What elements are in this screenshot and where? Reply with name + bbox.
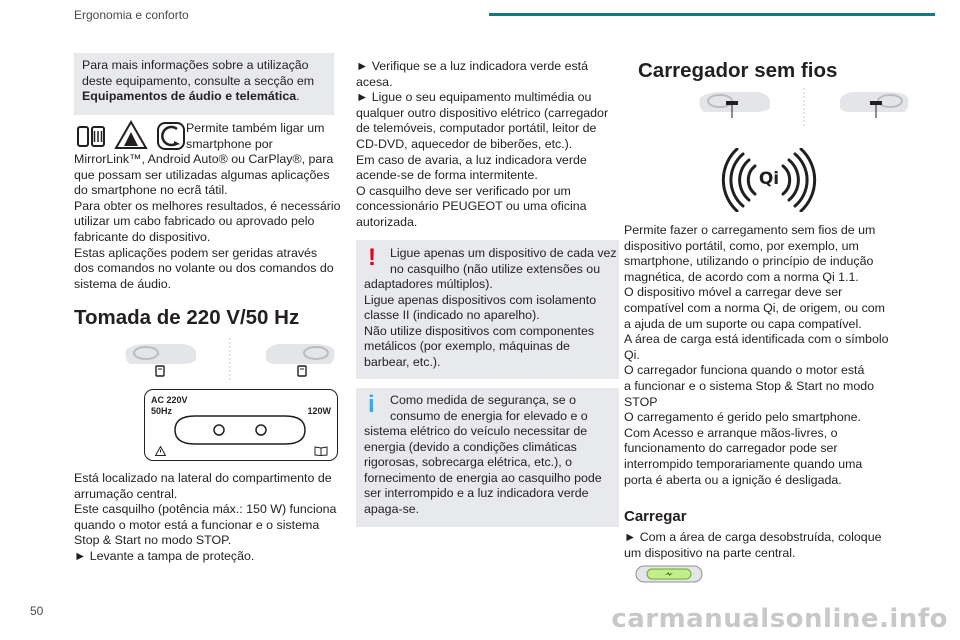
info-note-end: . bbox=[296, 89, 300, 104]
carplay-icon bbox=[156, 121, 186, 151]
warning-line: Ligue apenas um dispositivo de cada vez bbox=[390, 246, 617, 260]
mirror-line: do smartphone no ecrã tátil. bbox=[74, 183, 228, 198]
socket-description bbox=[74, 471, 342, 565]
charger-line: Qi. bbox=[624, 347, 640, 362]
charger-line: porta é aberta ou a ignição é desligada. bbox=[624, 472, 842, 487]
info-note-line: deste equipamento, consulte a secção em bbox=[82, 73, 315, 88]
mirror-line: Estas aplicações podem ser geridas através bbox=[74, 245, 318, 260]
safety-info-line: rigorosas, sobrecarga elétrica, etc.), o bbox=[364, 455, 572, 470]
wireless-charger-description bbox=[624, 223, 902, 488]
mirror-line: MirrorLink™, Android Auto® ou CarPlay®, para bbox=[74, 152, 334, 166]
charger-line: funcionamento do carregador pode ser bbox=[624, 441, 838, 456]
instruction-line: acende-se de forma intermitente. bbox=[356, 168, 538, 183]
safety-info-line: energia (devido a condições climáticas bbox=[364, 439, 577, 454]
safety-info-text-continued bbox=[364, 424, 618, 518]
page-number: 50 bbox=[30, 604, 44, 618]
warning-line: classe II (indicado no aparelho). bbox=[364, 308, 540, 323]
charge-line: ► Com a área de carga desobstruída, coloque bbox=[624, 530, 882, 544]
watermark: carmanualsonline.info bbox=[611, 604, 948, 634]
qi-label: Qi bbox=[758, 169, 780, 189]
warning-box bbox=[356, 240, 619, 379]
charger-line: a funcionar e o sistema Stop & Start no modo bbox=[624, 378, 875, 393]
mirror-line: fabricante do dispositivo. bbox=[74, 229, 211, 244]
mirror-text bbox=[186, 121, 336, 152]
socket-line: Este casquilho (potência máx.: 150 W) funciona bbox=[74, 502, 337, 517]
instruction-line: acesa. bbox=[356, 74, 393, 89]
info-note-reference: Equipamentos de áudio e telemática bbox=[82, 89, 297, 104]
warning-line: adaptadores múltiplos). bbox=[364, 277, 493, 291]
safety-info-line: sistema elétrico do veículo necessitar de bbox=[364, 424, 588, 438]
charger-line: smartphone, utilizando o princípio de indução bbox=[624, 254, 874, 269]
socket-instructions bbox=[356, 59, 621, 231]
charge-line: um dispositivo na parte central. bbox=[624, 545, 796, 560]
socket-line: arrumação central. bbox=[74, 486, 178, 501]
instruction-line: ► Verifique se a luz indicadora verde está bbox=[356, 59, 588, 73]
instruction-line: concessionário PEUGEOT ou uma oficina bbox=[356, 199, 587, 214]
mirror-line: utilizar um cabo fabricado ou aprovado pelo bbox=[74, 214, 315, 229]
charger-line: O carregador funciona quando o motor está bbox=[624, 363, 865, 378]
charger-line: A área de carga está identificada com o símbolo bbox=[624, 332, 889, 347]
socket-line: Está localizado na lateral do compartimento de bbox=[74, 471, 332, 485]
charger-line: dispositivo portátil, como, por exemplo, um bbox=[624, 238, 859, 253]
info-note-line: Para mais informações sobre a utilização bbox=[82, 58, 309, 72]
dashboard-location-figure bbox=[122, 336, 338, 382]
safety-info-box bbox=[356, 388, 619, 527]
instruction-line: Em caso de avaria, a luz indicadora verde bbox=[356, 152, 587, 167]
socket-line: quando o motor está a funcionar e o sistema bbox=[74, 517, 320, 532]
socket-voltage-label: AC 220V bbox=[151, 395, 188, 405]
qi-wireless-symbol bbox=[717, 148, 821, 212]
socket-power-label: 120W bbox=[307, 406, 331, 416]
warning-line: metálicos (por exemplo, máquinas de bbox=[364, 339, 570, 354]
header-accent-bar bbox=[489, 13, 935, 16]
warning-line: Ligue apenas dispositivos com isolamento bbox=[364, 292, 597, 307]
instruction-line: O casquilho deve ser verificado por um bbox=[356, 183, 571, 198]
mirror-line: que possam ser utilizadas algumas aplicações bbox=[74, 167, 330, 182]
instruction-line: autorizada. bbox=[356, 214, 418, 229]
warning-triangle-icon bbox=[155, 446, 166, 456]
instruction-line: qualquer outro dispositivo elétrico (carregador bbox=[356, 105, 609, 120]
mirror-text-continued bbox=[74, 152, 342, 292]
warning-text-continued bbox=[364, 277, 618, 371]
warning-line: Não utilize dispositivos com componentes bbox=[364, 323, 595, 338]
charger-line: compatível com a norma Qi, de origem, ou com bbox=[624, 300, 885, 315]
wireless-charger-title: Carregador sem fios bbox=[638, 59, 838, 82]
instruction-line: de telemóveis, computador portátil, leitor de bbox=[356, 121, 597, 136]
manual-book-icon bbox=[314, 446, 328, 456]
socket-line: ► Levante a tampa de proteção. bbox=[74, 548, 255, 563]
safety-info-text bbox=[390, 393, 618, 424]
mirror-line: sistema de áudio. bbox=[74, 276, 172, 291]
section-header: Ergonomia e conforto bbox=[74, 8, 189, 22]
android-auto-icon bbox=[114, 120, 148, 150]
mirror-line: dos comandos no volante ou dos comandos do bbox=[74, 261, 334, 276]
mirror-line: smartphone por bbox=[186, 136, 273, 151]
warning-icon: ! bbox=[368, 244, 376, 271]
warning-text bbox=[390, 246, 618, 277]
charger-line: O carregamento é gerido pelo smartphone. bbox=[624, 410, 861, 425]
charge-subtitle: Carregar bbox=[624, 508, 687, 525]
charger-line: O dispositivo móvel a carregar deve ser bbox=[624, 285, 843, 300]
charging-pad-icon bbox=[635, 565, 703, 583]
charger-line: Com Acesso e arranque mãos-livres, o bbox=[624, 425, 838, 440]
warning-line: barbear, etc.). bbox=[364, 354, 441, 369]
charger-location-figure bbox=[696, 86, 912, 130]
socket-frequency-label: 50Hz bbox=[151, 406, 173, 416]
mirror-line: Permite também ligar um bbox=[186, 121, 325, 135]
safety-info-line: Como medida de segurança, se o bbox=[390, 393, 576, 407]
instruction-line: CD-DVD, aquecedor de biberões, etc.). bbox=[356, 136, 573, 151]
charge-instructions bbox=[624, 530, 902, 561]
mirrorlink-icon bbox=[76, 124, 106, 150]
info-note-box bbox=[74, 53, 334, 115]
charger-line: STOP bbox=[624, 394, 658, 409]
charger-line: interrompido temporariamente quando uma bbox=[624, 456, 863, 471]
safety-info-line: ser interrompido e a luz indicadora verde bbox=[364, 486, 589, 501]
safety-info-line: fornecimento de energia ao casquilho pode bbox=[364, 470, 602, 485]
instruction-line: ► Ligue o seu equipamento multimédia ou bbox=[356, 90, 592, 105]
charger-line: Permite fazer o carregamento sem fios de um bbox=[624, 223, 876, 237]
mirror-line: Para obter os melhores resultados, é necessário bbox=[74, 198, 341, 213]
charger-line: magnética, de acordo com a norma Qi 1.1. bbox=[624, 269, 859, 284]
info-icon: i bbox=[368, 391, 375, 418]
socket-line: Stop & Start no modo STOP. bbox=[74, 533, 232, 548]
charger-line: a ajuda de um suporte ou capa compatível. bbox=[624, 316, 862, 331]
safety-info-line: apaga-se. bbox=[364, 501, 420, 516]
socket-figure bbox=[144, 389, 338, 461]
socket-outlet-shape bbox=[173, 414, 307, 446]
socket-section-title: Tomada de 220 V/50 Hz bbox=[74, 306, 300, 329]
safety-info-line: consumo de energia for elevado e o bbox=[390, 408, 588, 423]
warning-line: no casquilho (não utilize extensões ou bbox=[390, 261, 601, 276]
info-note-line bbox=[82, 89, 334, 105]
